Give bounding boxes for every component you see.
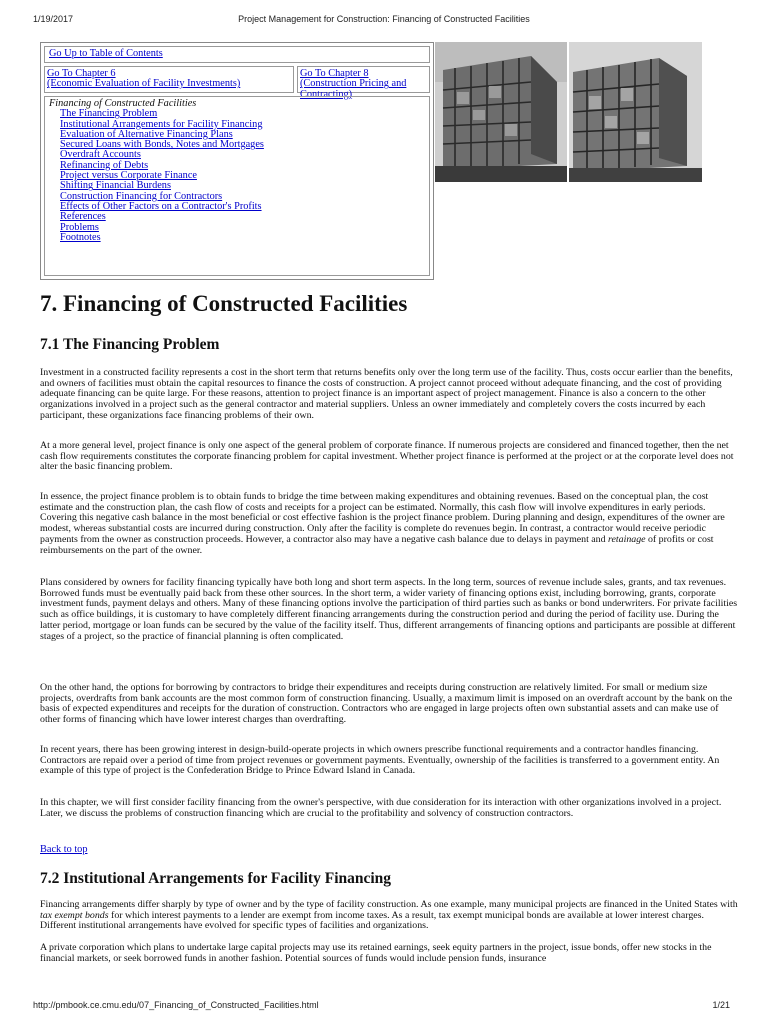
back-to-top-link[interactable]: Back to top xyxy=(40,844,88,855)
toc-item[interactable]: Footnotes xyxy=(60,231,101,243)
paragraph-text: Financing arrangements differ sharply by type of owner and by the type of facility construction. As one example, many municipal projects are financed in the United States with xyxy=(40,899,738,910)
chapter8-link-line2: (Construction Pricing and Contracting) xyxy=(300,78,407,100)
nav-cell-chapter6 xyxy=(44,66,294,93)
page-header xyxy=(0,14,768,28)
emphasis-retainage: retainage xyxy=(608,533,646,545)
toc-item[interactable]: Problems xyxy=(60,221,99,233)
toc-item[interactable]: Construction Financing for Contractors xyxy=(60,190,223,202)
paragraph-corporate-finance: At a more general level, project finance is only one aspect of the general problem of corporate finance. If numerous projects are considered and financed together, then the net cash flow requirements constitutes the corporate financing problem for capital investment. Whether project finance is performed at the project or at the corporate level does not alter the basic financing problem. xyxy=(40,440,734,473)
page-footer xyxy=(0,1000,768,1014)
paragraph-institutional-arrangements xyxy=(40,900,740,932)
chapter-title: 7. Financing of Constructed Facilities xyxy=(40,291,408,316)
paragraph-text: for which interest payments to a lender are exempt from income taxes. As a result, tax exempt municipal bonds are available at lower interest charges. Different institutional arrangements have evolved for specific types of facilities and organizations. xyxy=(40,909,704,932)
go-up-link[interactable]: Go Up to Table of Contents xyxy=(49,48,163,59)
chapter6-link-line2: (Economic Evaluation of Facility Investments) xyxy=(47,78,241,90)
toc-title: Financing of Constructed Facilities xyxy=(49,98,197,109)
chapter6-link[interactable] xyxy=(47,68,240,89)
nav-cell-up xyxy=(44,46,430,63)
navigation-table xyxy=(40,42,434,280)
toc-item[interactable]: Overdraft Accounts xyxy=(60,149,141,161)
paragraph-contractor-borrowing: On the other hand, the options for borrowing by contractors to bridge their expenditures and receipts during construction are relatively limited. For small or medium size projects, overdrafts from bank accounts are the most common form of construction financing. Usually, a maximum limit is imposed on an overdraft account by the bank on the basis of expected expenditures and receipts for the duration of construction. Contractors who are engaged in large projects often own substantial assets and can make use of other forms of financing which have lower interest charges than overdrafting. xyxy=(40,682,733,726)
print-title: Project Management for Construction: Financing of Constructed Facilities xyxy=(238,14,530,24)
section-heading-7-1: 7.1 The Financing Problem xyxy=(40,336,220,353)
page-number: 1/21 xyxy=(712,1000,730,1010)
toc-item[interactable]: Effects of Other Factors on a Contractor's Profits xyxy=(60,200,262,212)
table-of-contents xyxy=(44,96,430,276)
emphasis-tax-exempt-bonds: tax exempt bonds xyxy=(40,909,109,921)
toc-item[interactable]: The Financing Problem xyxy=(60,108,158,120)
paragraph-design-build-operate: In recent years, there has been growing interest in design-build-operate projects in which owners prescribe functional requirements and a contractor handles financing. Contractors are repaid over a period of time from project revenues or government payments. Eventually, ownership of the facilities is transferred to a government entity. An example of this type of project is the Confederation Bridge to Prince Edward Island in Canada. xyxy=(40,744,720,777)
toc-item[interactable]: Secured Loans with Bonds, Notes and Mortgages xyxy=(60,139,264,151)
paragraph-project-finance-problem xyxy=(40,492,740,556)
toc-item[interactable]: Project versus Corporate Finance xyxy=(60,170,197,182)
paragraph-private-corporation: A private corporation which plans to undertake large capital projects may use its retained earnings, seek equity partners in the project, issue bonds, offer new stocks in the financial markets, or seek borrowed funds in another fashion. Potential sources of funds would include pension funds, insurance xyxy=(40,942,712,964)
construction-photo-1 xyxy=(435,42,567,182)
toc-item[interactable]: Shifting Financial Burdens xyxy=(60,180,171,192)
print-date: 1/19/2017 xyxy=(33,14,74,24)
paragraph-text: In essence, the project finance problem is to obtain funds to bridge the time between making expenditures and obtaining revenues. Based on the conceptual plan, the cost estimate and the construction plan, the cash flow of costs and receipts for a project can be estimated. Normally, this cash flow will involve expenditures in early periods. Covering this negative cash balance in the most beneficial or cost effective fashion is the project finance problem. During planning and design, expenditures of the owner are modest, whereas substantial costs are incurred during construction. Only after the facility is complete do revenues begin. In contrast, a contractor would receive periodic payments from the owner as construction proceeds. However, a contractor also may have a negative cash balance due to delays in payment and xyxy=(40,491,725,545)
toc-item[interactable]: References xyxy=(60,211,106,223)
chapter8-link[interactable] xyxy=(300,68,406,100)
page-url: http://pmbook.ce.cmu.edu/07_Financing_of_Constructed_Facilities.html xyxy=(33,1000,319,1010)
paragraph-financing-intro: Investment in a constructed facility represents a cost in the short term that returns benefits only over the long term use of the facility. Thus, costs occur earlier than the benefits, and owners of facilities must obtain the capital resources to finance the costs of construction. A project cannot proceed without adequate financing, and the cost of providing adequate financing can be quite large. For these reasons, attention to project finance is an important aspect of project management. Finance is also a concern to the other organizations involved in a project such as the general contractor and material suppliers. Unless an owner immediately and completely covers the costs incurred by each participant, these organizations face financing problems of their own. xyxy=(40,367,733,421)
construction-photo-2 xyxy=(569,42,702,182)
chapter6-link-line1: Go To Chapter 6 xyxy=(47,68,116,79)
section-heading-7-2: 7.2 Institutional Arrangements for Facility Financing xyxy=(40,870,392,887)
toc-item[interactable]: Institutional Arrangements for Facility Financing xyxy=(60,118,263,130)
toc-item[interactable]: Evaluation of Alternative Financing Plans xyxy=(60,128,233,140)
nav-cell-chapter8 xyxy=(297,66,430,100)
chapter8-link-line1: Go To Chapter 8 xyxy=(300,68,369,79)
paragraph-chapter-overview: In this chapter, we will first consider facility financing from the owner's perspective, with due consideration for its interaction with other organizations involved in a project. Later, we discuss the problems of construction financing which are crucial to the profitability and solvency of construction contractors. xyxy=(40,797,722,819)
paragraph-financing-plans: Plans considered by owners for facility financing typically have both long and short term aspects. In the long term, sources of revenue include sales, grants, and tax revenues. Borrowed funds must be eventually paid back from these other sources. In the short term, a wider variety of financing options exist, including borrowing, grants, corporate investment funds, payment delays and others. Many of these financing options involve the participation of third parties such as banks or bond underwriters. For private facilities such as office buildings, it is customary to have completely different financing arrangements during the construction period and during the period of facility use. During the latter period, mortgage or loan funds can be secured by the value of the facility itself. Thus, different arrangements of financing options and participants are possible at different stages of a project, so the practice of financial planning is often complicated. xyxy=(40,577,738,642)
toc-item[interactable]: Refinancing of Debts xyxy=(60,159,149,171)
paragraph-text: of profits or cost reimbursements on the part of the owner. xyxy=(40,533,714,556)
